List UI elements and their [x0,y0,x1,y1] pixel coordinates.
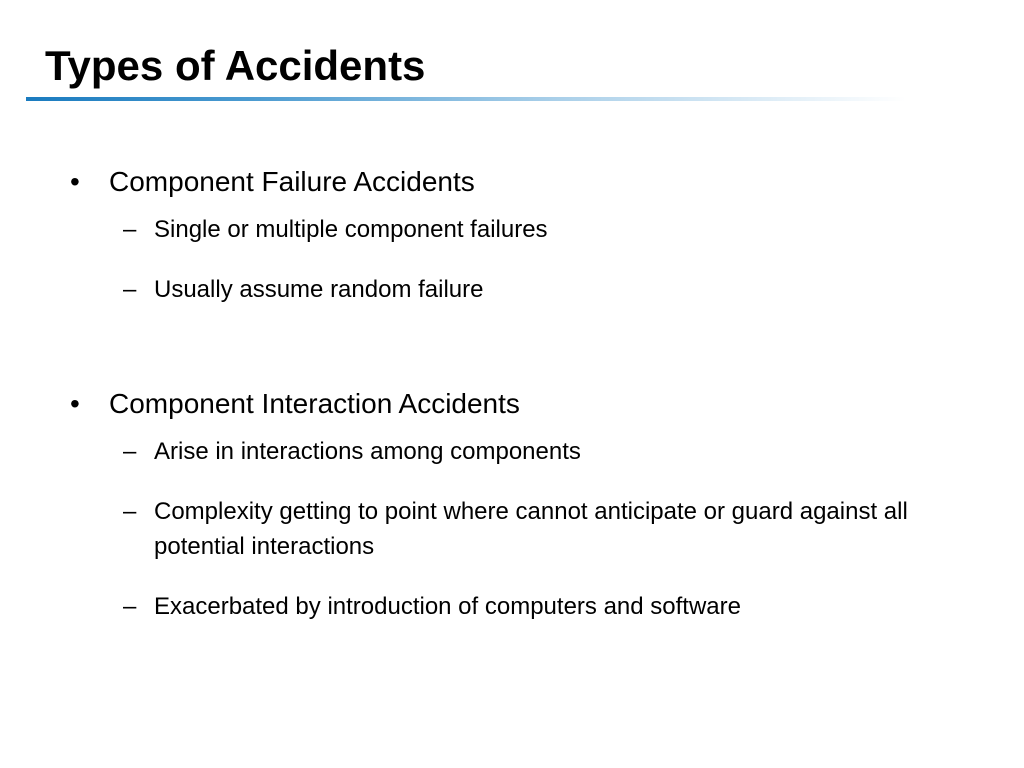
sub-bullet [70,212,944,247]
bullet-heading [70,164,970,200]
title-underline [26,97,906,101]
sub-bullet-text: Usually assume random failure [154,276,484,303]
bullet-dot-icon: • [70,388,80,419]
sub-bullet-text: Exacerbated by introduction of computers and software [154,593,741,620]
bullet-heading-text: Component Interaction Accidents [109,388,520,419]
bullet-dot-icon: • [70,166,80,197]
sub-bullet [70,589,944,624]
dash-icon: – [123,498,137,525]
bullet-section-component-interaction [70,386,970,624]
sub-bullet [70,272,944,307]
slide-title: Types of Accidents [45,42,426,89]
dash-icon: – [123,276,137,303]
sub-bullet-text: Complexity getting to point where cannot anticipate or guard against all potential interactions [154,498,908,560]
bullet-section-component-failure [70,164,970,307]
dash-icon: – [123,216,137,243]
sub-bullet-text: Arise in interactions among components [154,438,581,465]
bullet-heading-text: Component Failure Accidents [109,166,475,197]
dash-icon: – [123,593,137,620]
sub-bullet [70,434,944,469]
dash-icon: – [123,438,137,465]
sub-bullet-text: Single or multiple component failures [154,216,548,243]
sub-bullet [70,494,944,564]
bullet-heading [70,386,970,422]
